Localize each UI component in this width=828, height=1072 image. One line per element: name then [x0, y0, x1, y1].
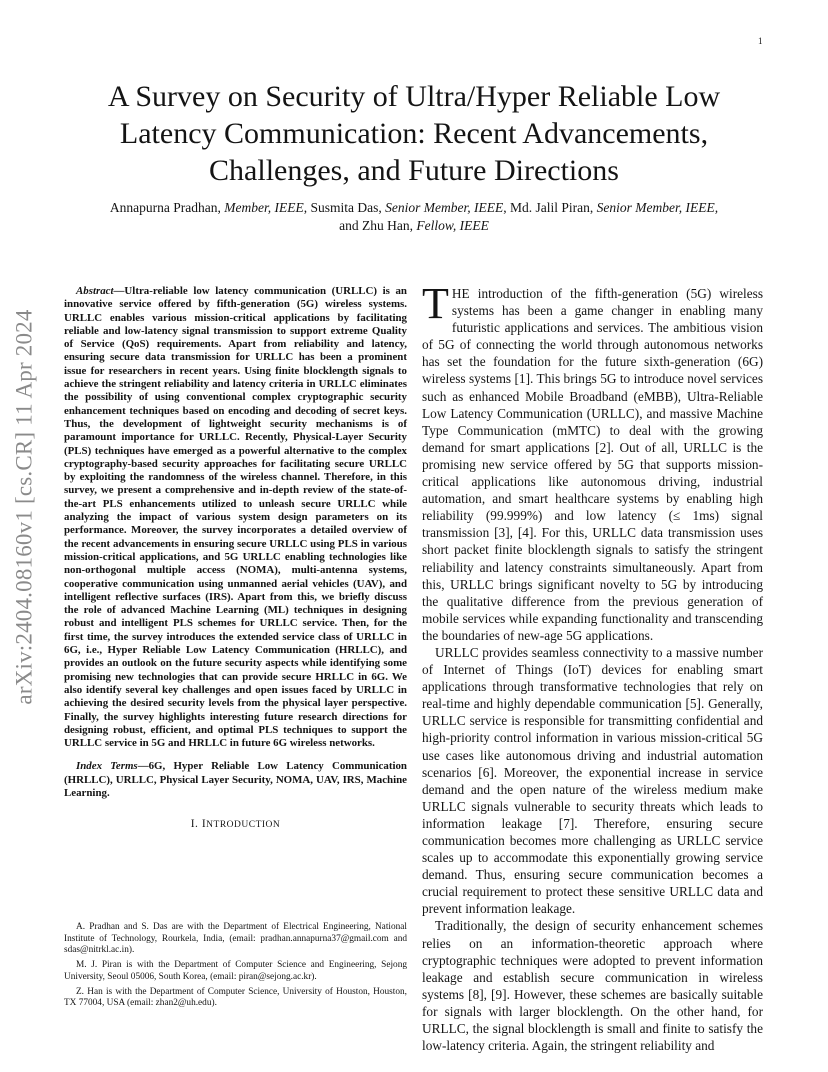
footnote-1: A. Pradhan and S. Das are with the Department of Electrical Engineering, National Institute of Technology, Rourkela, India, (email: pradhan.annapurna37@gmail.com and sdas@nitrkl.ac.in).	[64, 922, 407, 956]
author-4-role: Fellow, IEEE	[416, 218, 489, 233]
drop-cap: T	[422, 279, 449, 328]
index-terms	[64, 760, 407, 800]
section-heading-introduction	[64, 818, 407, 830]
index-terms-text: —6G, Hyper Reliable Low Latency Communication (HRLLC), URLLC, Physical Layer Security, NOMA, UAV, IRS, Machine Learning.	[64, 760, 407, 799]
affiliation-footnotes	[64, 922, 407, 1013]
drop-cap-rest: HE	[451, 286, 470, 301]
section-title-initial: I	[201, 818, 207, 831]
paper-title: A Survey on Security of Ultra/Hyper Reliable Low Latency Communication: Recent Advancements, Challenges, and Future Directions	[107, 80, 721, 187]
author-3-name: , Md. Jalil Piran,	[503, 200, 597, 215]
index-terms-label: Index Terms	[76, 760, 138, 773]
author-list	[60, 199, 768, 235]
author-3-role: Senior Member, IEEE,	[596, 200, 719, 215]
section-number: I.	[190, 818, 202, 831]
author-2-name: , Susmita Das,	[303, 200, 386, 215]
section-title-rest: NTRODUCTION	[206, 820, 281, 831]
arxiv-stamp-text: arXiv:2404.08160v1 [cs.CR] 11 Apr 2024	[12, 309, 38, 705]
abstract-text: —Ultra-reliable low latency communication (URLLC) is an innovative service offered by fifth-generation (5G) wireless systems. URLLC enables various mission-critical applications by facilitating reliable and low-latency signal transmission to support extreme Quality of Service (QoS) requirements. Apart from reliability and latency, ensuring secure data transmission for URLLC has been a prominent issue for researchers in recent years. Using finite blocklength signals to achieve the stringent reliability and latency criteria in URLLC eliminates the possibility of using conventional complex cryptographic security enhancement techniques based on encoding and decoding of secret keys. Thus, the development of lightweight security mechanisms is of paramount importance for URLLC. Recently, Physical-Layer Security (PLS) techniques have emerged as a powerful alternative to the complex cryptography-based security approaches for facilitating secure URLLC by exploiting the randomness of the wireless channel. Therefore, in this survey, we present a comprehensive and in-depth review of the state-of-the-art PLS enhancements utilized to unleash secure URLLC while analyzing the impact of various system design parameters on its performance. Moreover, the survey incorporates a detailed overview of the recent advancements in ensuring secure URLLC using PLS in various mission-critical applications, and 5G URLLC enabling technologies like non-orthogonal multiple access (NOMA), multi-antenna systems, cooperative communication using unmanned aerial vehicles (UAV), and intelligent reflective surfaces (IRS). Apart from this, we briefly discuss the role of advanced Machine Learning (ML) techniques in designing robust and intelligent PLS schemes for URLLC service. Then, for the first time, the survey introduces the extended service class of URLLC in 6G, i.e., Hyper Reliable Low Latency Communication (HRLLC), and provides an outlook on the future security aspects while identifying some promising new technologies that can provide secure HRLLC in 6G. We also identify several key challenges and open issues faced by URLLC in achieving the desired security levels from the physical layer perspective. Finally, the survey highlights interesting future research directions for designing robust, efficient, and optimal PLS techniques to support the URLLC service in 5G and HRLLC in future 6G wireless networks.	[64, 285, 407, 750]
right-column	[422, 279, 763, 1054]
footnote-3: Z. Han is with the Department of Computer Science, University of Houston, Houston, TX 77004, USA (email: zhan2@uh.edu).	[64, 986, 407, 1009]
left-column	[64, 285, 407, 830]
intro-paragraph-3: Traditionally, the design of security enhancement schemes relies on an information-theoretic approach where cryptographic techniques were adopted to prevent information leakage and establish secure communication in wireless systems [8], [9]. However, these schemes are basically suitable for signals with larger blocklength. On the other hand, for URLLC, the signal blocklength is small and finite to satisfy the low-latency criteria. Again, the stringent reliability and	[422, 918, 763, 1054]
abstract	[64, 285, 407, 750]
author-1-name: Annapurna Pradhan,	[109, 200, 225, 215]
intro-paragraph-2: URLLC provides seamless connectivity to a massive number of Internet of Things (IoT) devices for enabling smart applications through transformative technologies that rely on real-time and highly dependable communication [5]. Generally, URLLC service is responsible for transmitting confidential and high-priority control information in various mission-critical 5G use cases like autonomous driving and industrial automation scenarios [6]. Moreover, the exponential increase in service demand and the open nature of the wireless medium make URLLC signals vulnerable to security threats which leads to information leakage [7]. Therefore, ensuring secure communication becomes more challenging as URLLC service scales up to accommodate this exponentially growing service demand. Thus, ensuring secure communication becomes a crucial requirement to protect these sensitive URLLC data and prevent information leakage.	[422, 644, 763, 917]
intro-paragraph-1-text: introduction of the fifth-generation (5G) wireless systems has been a game changer in enabling many futuristic applications and services. The ambitious vision of 5G of connecting the world through autonomous networks has set the foundation for the future sixth-generation (6G) wireless systems [1]. This brings 5G to introduce novel services such as enhanced Mobile Broadband (eMBB), Ultra-Reliable Low Latency Communication (URLLC), and massive Machine Type Communication (mMTC) to deal with the growing demand for smart applications [2]. Out of all, URLLC is the promising new service offered by 5G that supports mission-critical applications like autonomous driving, industrial automation, and smart healthcare systems by enabling high reliability (99.999%) and low latency (≤ 1ms) signal transmission [3], [4]. For this, URLLC data transmission uses short packet finite blocklength signals to satisfy the stringent reliability and latency constraints simultaneously. Apart from this, URLLC brings significant novelty to 5G by introducing the qualitative difference from the previous generation of mobile services while expanding functionality and transcending the boundaries of new-age 5G applications.	[422, 286, 763, 643]
intro-paragraph-1	[422, 279, 763, 644]
abstract-label: Abstract	[76, 285, 114, 297]
author-4-name: and Zhu Han,	[339, 218, 417, 233]
footnote-2: M. J. Piran is with the Department of Computer Science and Engineering, Sejong University, Seoul 05006, South Korea, (email: piran@sejong.ac.kr).	[64, 960, 407, 982]
arxiv-stamp	[4, 283, 46, 731]
page-number: 1	[758, 36, 763, 46]
author-2-role: Senior Member, IEEE	[385, 200, 504, 215]
author-1-role: Member, IEEE	[224, 200, 304, 215]
